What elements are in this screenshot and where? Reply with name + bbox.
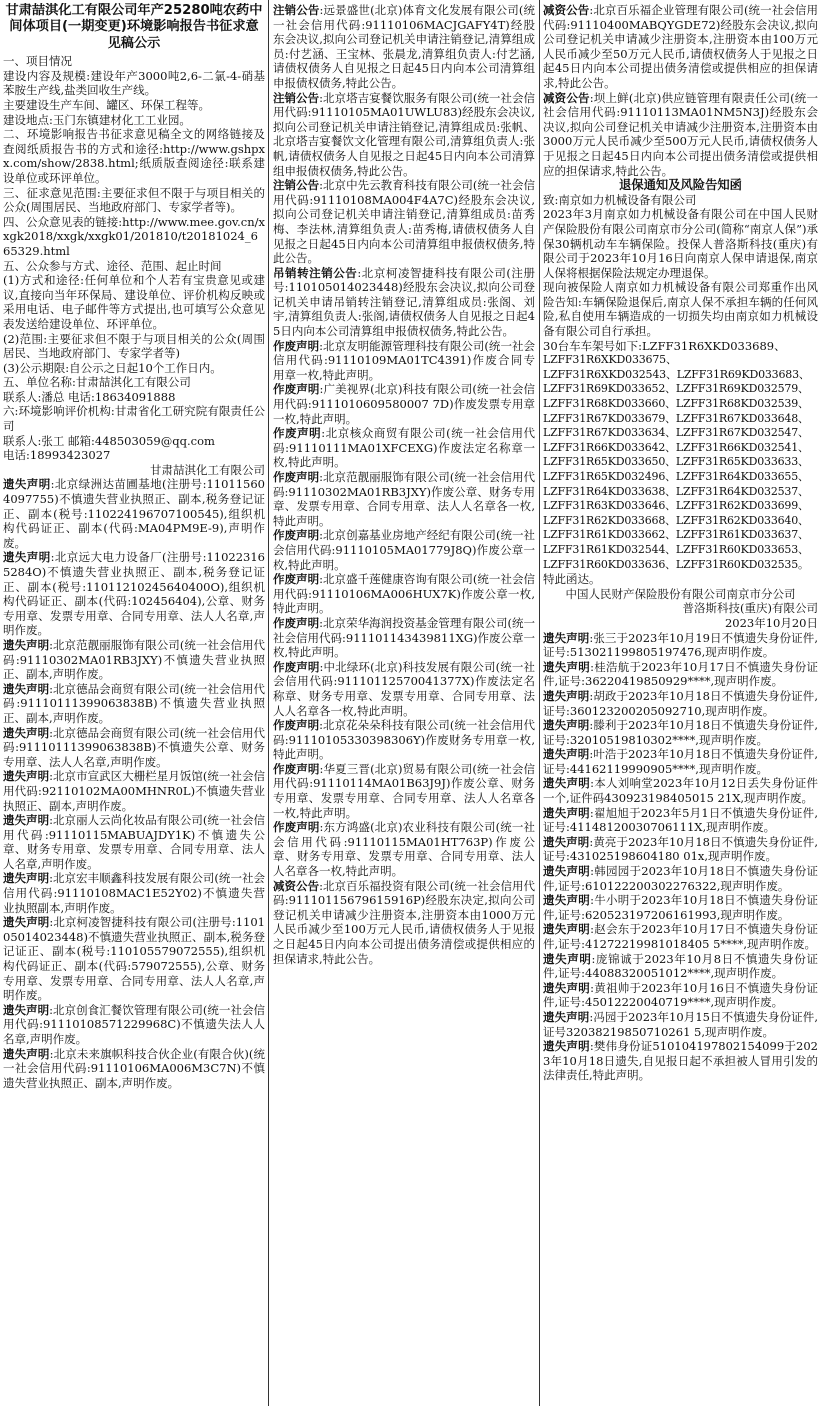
notice-item: 遗失声明:北京宏丰顺鑫科技发展有限公司(统一社会信用代码:91110108MAC1E52Y02)不慎遗失营业执照副本,声明作废。 [3,871,265,915]
notice-label: 遗失声明 [3,477,51,492]
notice-item: 遗失声明:胡政于2023年10月18日不慎遗失身份证件,证号:360123200205092710,现声明作废。 [543,688,818,718]
notice-text: 北京未来旗帜科技合伙企业(有限合伙)(统一社会信用代码:91110106MA006M3C7N)不慎遗失营业执照正、副本,声明作废。 [3,1046,265,1090]
notice-text: 庞锦诚于2023年10月8日不慎遗失身份证件,证号:44088320051012****,现声明作废。 [543,951,818,981]
notice-text: 胡政于2023年10月18日不慎遗失身份证件,证号:360123200205092710,现声明作废。 [543,688,818,718]
notice-label: 作废声明 [273,659,320,674]
signature: 中国人民财产保险股份有限公司南京市分公司 [565,586,796,601]
paragraph: 联系人:张工 邮箱:448503059@qq.com [3,433,215,448]
notice-label: 作废声明 [273,615,320,630]
paragraph: 五、公众参与方式、途径、范围、起止时间 [3,258,222,273]
vin-row: LZFF31R65KD032496、LZFF31R64KD033655、 [543,470,809,483]
paragraph: 电话:18993423027 [3,448,111,463]
notice-label: 遗失声明 [3,871,50,886]
vin-list [543,353,818,572]
paragraph: 建设内容及规模:建设年产3000吨2,6-二氯-4-硝基苯胺生产线,盐类回收生产线。 [3,68,265,98]
notice-text: 北京塔吉宴餐饮服务有限公司(统一社会信用代码:91110105MA01UWLU83)经股东会决议,拟向公司登记机关申请注销登记,清算组成员:张帆、北京塔吉宴餐饮文化管理有限公司,清算组负责人:张帆,请债权债务人自见报之日起45日内向本公司清算组申报债权债务,特此公告。 [273,90,535,178]
column-left [3,3,265,1403]
notice-label: 减资公告 [543,3,590,17]
notice-label: 遗失声明 [543,805,590,820]
notice-item: 遗失声明:北京市宣武区大栅栏星月饭馆(统一社会信用代码:92110102MA00MHNR0L)不慎遗失营业执照正、副本,声明作废。 [3,769,265,813]
notice-label: 作废声明 [273,761,320,776]
notice-item: 作废声明:北京范靓丽服饰有限公司(统一社会信用代码:91110302MA01RB3JXY)作废公章、财务专用章、发票专用章、合同专用章、法人人名章各一枚,特此声明。 [273,470,535,528]
notice-item: 遗失声明:本人刘响堂2023年10月12日丢失身份证件一个,证件码430923198405015 21X,现声明作废。 [543,776,818,806]
paragraph: (3)公示期限:自公示之日起10个工作日内。 [3,360,222,375]
notice-text: 张三于2023年10月19日不慎遗失身份证件,证号:513021199805197476,现声明作废。 [543,630,818,660]
notice-item: 遗失声明:叶浩于2023年10月18日不慎遗失身份证件,证号:44162119990905****,现声明作废。 [543,747,818,776]
notice-list [543,3,818,178]
vin-row: LZFF31R64KD033638、LZFF31R64KD032537、 [543,484,809,498]
notice-text: 中北绿环(北京)科技发展有限公司(统一社会信用代码:91110112570041377X)作废法定名称章、财务专用章、发票专用章、合同专用章、法人人名章各一枚,特此声明。 [273,659,535,718]
notice-label: 作废声明 [273,572,320,587]
notice-list [273,3,535,966]
notice-item: 减资公告:坝上鲜(北京)供应链管理有限责任公司(统一社会信用代码:91110113MA01NM5N3J)经股东会决议,拟向公司登记机关申请减少注册资本,注册资本由3000万元人民币减少至500万元人民币,请债权债务人于见报之日起45日内向本公司提出债务清偿或提供相应的担保请求,特此公告。 [543,90,818,178]
refund-heading: 退保通知及风险告知函 [619,178,742,193]
vin-row: LZFF31R62KD033668、LZFF31R62KD033640、 [543,513,809,527]
notice-label: 遗失声明 [543,776,591,791]
notice-label: 遗失声明 [3,769,50,784]
notice-item: 遗失声明:黄亮于2023年10月18日不慎遗失身份证件,证号:431025198604180 01x,现声明作废。 [543,834,818,864]
notice-label: 减资公告 [273,878,320,893]
vin-row: LZFF31R66KD033642、LZFF31R66KD032541、 [543,440,809,454]
vin-row: LZFF31R65KD033650、LZFF31R65KD033633、 [543,455,809,469]
notice-label: 遗失声明 [543,834,590,849]
vin-row: LZFF31R67KD033679、LZFF31R67KD033648、 [543,411,809,425]
notice-label: 遗失声明 [3,725,50,740]
notice-item: 遗失声明:张三于2023年10月19日不慎遗失身份证件,证号:513021199805197476,现声明作废。 [543,630,818,660]
notice-label: 遗失声明 [543,630,590,645]
notice-label: 遗失声明 [543,864,591,879]
notice-item: 遗失声明:北京德品会商贸有限公司(统一社会信用代码:91110111399063838B)不慎遗失公章、财务专用章、法人人名章,声明作废。 [3,725,265,769]
notice-text: 东方鸿盛(北京)农业科技有限公司(统一社会信用代码:91110115MA01HT763P)作废公章、财务专用章、发票专用章、合同专用章、法人人名章各一枚,特此声明。 [273,820,535,879]
notice-list [543,631,818,1083]
paragraph: (1)方式和途径:任何单位和个人若有宝贵意见或建议,直接向当年环保局、建设单位、评价机构反映或采用电话、电子邮件等方式提出,也可填写公众意见表发送给建设单位、环评单位。 [3,273,265,331]
notice-item: 注销公告:北京中先云教育科技有限公司(统一社会信用代码:91110108MA004F4A7C)经股东会决议,拟向公司登记机关申请注销登记,清算组成员:苗秀梅、李法林,清算组负责人:苗秀梅,请债权债务人自见报之日起45日内向本公司清算组申报债权债务,特此公告。 [273,178,535,266]
notice-text: 滕利于2023年10月18日不慎遗失身份证件,证号:32010519810302****,现声明作废。 [543,718,818,747]
paragraph: 五、单位名称:甘肃喆淇化工有限公司 [3,375,191,390]
notice-item: 作废声明:北京花朵朵科技有限公司(统一社会信用代码:91110105330398306Y)作废财务专用章一枚,特此声明。 [273,718,535,762]
notice-text: 黄祖帅于2023年10月16日不慎遗失身份证件,证号:45012220040719****,现声明作废。 [543,980,818,1010]
notice-item: 作废声明:广美视界(北京)科技有限公司(统一社会信用代码:9111010609580007 7D)作废发票专用章一枚,特此声明。 [273,382,535,426]
notice-text: 冯园于2023年10月15日不慎遗失身份证件,证号32038219850710261 5,现声明作废。 [543,1009,818,1039]
paragraph: (2)范围:主要征求但不限于与项目相关的公众(周围居民、当地政府部门、专家学者等) [3,331,265,361]
notice-label: 遗失声明 [543,747,590,762]
notice-label: 遗失声明 [3,550,51,565]
vin-row: LZFF31R6XKD032543、LZFF31R69KD033683、 [543,367,810,381]
vin-row: LZFF31R61KD033662、LZFF31R61KD033637、 [543,528,809,542]
notice-text: 北京百乐福企业管理有限公司(统一社会信用代码:91110400MABQYGDE72)经股东会决议,拟向公司登记机关申请减少注册资本,注册资本由100万元人民币减少至50万元人民币,请债权债务人于见报之日起45日内向本公司提出债务清偿或提供相应的担保请求,特此公告。 [543,3,818,90]
vin-row: LZFF31R67KD033634、LZFF31R67KD032547、 [543,426,809,440]
notice-item: 减资公告:北京百乐福投资有限公司(统一社会信用代码:91110115679615916P)经股东决定,拟向公司登记机关申请减少注册资本,注册资本由1000万元人民币减少至100万元人民币,请债权债务人于见报之日起45日内向本公司提出债务清偿或提供相应的担保请求,特此公告。 [273,878,535,966]
notice-text: 本人刘响堂2023年10月12日丢失身份证件一个,证件码430923198405015 21X,现声明作废。 [543,776,818,806]
notice-item: 遗失声明:樊伟身份证510104197802154099于2023年10月18日遗失,自见报日起不承担被人冒用引发的法律责任,特此声明。 [543,1039,818,1083]
notice-label: 作废声明 [273,820,320,835]
notice-text: 叶浩于2023年10月18日不慎遗失身份证件,证号:44162119990905****,现声明作废。 [543,747,818,776]
notice-item: 作废声明:北京核众商贸有限公司(统一社会信用代码:91110111MA01XFCEXG)作废法定名称章一枚,特此声明。 [273,426,535,470]
notice-text: 北京德品会商贸有限公司(统一社会信用代码:91110111399063838B)不慎遗失营业执照正、副本,声明作废。 [3,681,265,725]
notice-text: 牛小明于2023年10月18日不慎遗失身份证件,证号:620523197206161993,现声明作废。 [543,893,818,922]
notice-item: 遗失声明:韩园园于2023年10月18日不慎遗失身份证件,证号:610122200302276322,现声明作废。 [543,864,818,893]
notice-item: 作废声明:北京盛千莲健康咨询有限公司(统一社会信用代码:91110106MA006HUX7K)作废公章一枚,特此声明。 [273,572,535,616]
notice-text: 北京范靓丽服饰有限公司(统一社会信用代码:91110302MA01RB3JXY)作废公章、财务专用章、发票专用章、合同专用章、法人人名章各一枚,特此声明。 [273,470,535,528]
notice-item: 遗失声明:赵会东于2023年10月17日不慎遗失身份证件,证号:41272219981018405 5****,现声明作废。 [543,922,818,951]
notice-item: 作废声明:北京友明能源管理科技有限公司(统一社会信用代码:91110109MA01TC4391)作废合同专用章一枚,特此声明。 [273,338,535,382]
paragraph: 现向被保险人南京如力机械设备有限公司郑重作出风险告知:车辆保险退保后,南京人保不承担车辆的任何风险,私自使用车辆造成的一切损失均由南京如力机械设备有限公司自行承担。 [543,280,818,339]
notice-text: 北京宏丰顺鑫科技发展有限公司(统一社会信用代码:91110108MAC1E52Y02)不慎遗失营业执照副本,声明作废。 [3,871,265,915]
notice-label: 遗失声明 [543,922,591,937]
notice-label: 注销公告 [273,178,320,193]
notice-text: 北京花朵朵科技有限公司(统一社会信用代码:91110105330398306Y)作废财务专用章一枚,特此声明。 [273,718,535,762]
notice-item: 遗失声明:北京绿洲达苗圃基地(注册号:110115604097755)不慎遗失营业执照正、副本,税务登记证正、副本(税号:110224196707100545),组织机构代码证正、副本(代码:MA04PM9E-9),声明作废。 [3,477,265,550]
notice-text: 北京盛千莲健康咨询有限公司(统一社会信用代码:91110106MA006HUX7K)作废公章一枚,特此声明。 [273,572,535,616]
notice-label: 注销公告 [273,3,320,17]
paragraph: 四、公众意见表的链接:http://www.mee.gov.cn/xxgk2018/xxgk/xxgk01/201810/t20181024_665329.html [3,214,265,258]
notice-label: 遗失声明 [543,718,590,733]
paragraph: 一、项目情况 [3,54,72,69]
notice-text: 樊伟身份证510104197802154099于2023年10月18日遗失,自见报日起不承担被人冒用引发的法律责任,特此声明。 [543,1039,818,1083]
notice-item: 遗失声明:桂浩航于2023年10月17日不慎遗失身份证件,证号:36220419850929****,现声明作废。 [543,659,818,689]
notice-label: 遗失声明 [543,1039,590,1054]
closing: 特此函达。 [543,572,601,587]
notice-text: 赵会东于2023年10月17日不慎遗失身份证件,证号:41272219981018405 5****,现声明作废。 [543,922,818,951]
column-divider [268,0,269,1406]
notice-label: 作废声明 [273,528,320,543]
notice-text: 韩园园于2023年10月18日不慎遗失身份证件,证号:610122200302276322,现声明作废。 [543,864,818,893]
notice-item: 遗失声明:牛小明于2023年10月18日不慎遗失身份证件,证号:620523197206161993,现声明作废。 [543,893,818,922]
notice-text: 北京中先云教育科技有限公司(统一社会信用代码:91110108MA004F4A7C)经股东会决议,拟向公司登记机关申请注销登记,清算组成员:苗秀梅、李法林,清算组负责人:苗秀梅,请债权债务人自见报之日起45日内向本公司清算组申报债权债务,特此公告。 [273,178,535,266]
notice-item: 注销公告:北京塔吉宴餐饮服务有限公司(统一社会信用代码:91110105MA01UWLU83)经股东会决议,拟向公司登记机关申请注销登记,清算组成员:张帆、北京塔吉宴餐饮文化管理有限公司,清算组负责人:张帆,请债权债务人自见报之日起45日内向本公司清算组申报债权债务,特此公告。 [273,90,535,178]
notice-label: 作废声明 [273,382,320,397]
paragraph: 二、环境影响报告书征求意见稿全文的网络链接及查阅纸质报告书的方式和途径:http://www.gshpxx.com/show/2838.html;纸质版查阅途径:联系建设单位或环评单位。 [3,127,265,185]
notice-label: 吊销转注销公告 [273,265,358,280]
notice-item: 作废声明:北京创嘉基业房地产经纪有限公司(统一社会信用代码:91110105MA01779J8Q)作废公章一枚,特此声明。 [273,528,535,572]
notice-text: 北京丽人云尚化妆品有限公司(统一社会信用代码:91110115MABUAJDY1K)不慎遗失公章、财务专用章、发票专用章、合同专用章、法人人名章,声明作废。 [3,813,265,871]
notice-item: 遗失声明:北京未来旗帜科技合伙企业(有限合伙)(统一社会信用代码:91110106MA006M3C7N)不慎遗失营业执照正、副本,声明作废。 [3,1046,265,1090]
notice-item: 遗失声明:北京德品会商贸有限公司(统一社会信用代码:91110111399063838B)不慎遗失营业执照正、副本,声明作废。 [3,681,265,725]
paragraph: 联系人:潘总 电话:18634091888 [3,389,176,404]
notice-label: 作废声明 [273,718,320,733]
notice-label: 遗失声明 [543,980,591,995]
notice-text: 坝上鲜(北京)供应链管理有限责任公司(统一社会信用代码:91110113MA01NM5N3J)经股东会决议,拟向公司登记机关申请减少注册资本,注册资本由3000万元人民币减少至500万元人民币,请债权债务人于见报之日起45日内向本公司提出债务清偿或提供相应的担保请求,特此公告。 [543,90,818,178]
notice-label: 遗失声明 [3,915,50,930]
notice-label: 注销公告 [273,90,320,105]
notice-text: 广美视界(北京)科技有限公司(统一社会信用代码:9111010609580007 7D)作废发票专用章一枚,特此声明。 [273,382,535,426]
vin-row: LZFF31R60KD033636、LZFF31R60KD032535。 [543,557,809,571]
paragraph: 建设地点:玉门东镇建材化工工业园。 [3,112,191,127]
notice-item: 减资公告:北京百乐福企业管理有限公司(统一社会信用代码:91110400MABQYGDE72)经股东会决议,拟向公司登记机关申请减少注册资本,注册资本由100万元人民币减少至50万元人民币,请债权债务人于见报之日起45日内向本公司提出债务清偿或提供相应的担保请求,特此公告。 [543,3,818,90]
vin-row: LZFF31R68KD033660、LZFF31R68KD032539、 [543,397,809,411]
notice-text: 桂浩航于2023年10月17日不慎遗失身份证件,证号:36220419850929****,现声明作废。 [543,659,818,689]
notice-label: 遗失声明 [3,637,50,652]
notice-text: 北京市宣武区大栅栏星月饭馆(统一社会信用代码:92110102MA00MHNR0L)不慎遗失营业执照正、副本,声明作废。 [3,769,265,813]
notice-item: 遗失声明:滕利于2023年10月18日不慎遗失身份证件,证号:32010519810302****,现声明作废。 [543,718,818,747]
notice-label: 遗失声明 [543,893,591,908]
notice-text: 北京创嘉基业房地产经纪有限公司(统一社会信用代码:91110105MA01779J8Q)作废公章一枚,特此声明。 [273,528,535,572]
notice-item: 吊销转注销公告:北京柯凌智捷科技有限公司(注册号:110105014023448)经股东会决议,拟向公司登记机关申请吊销转注销登记,清算组成员:张阁、刘宇,清算组负责人:张阁,请债权债务人自见报之日起45日内向本公司清算组申报债权债务,特此公告。 [273,265,535,339]
notice-text: 华夏三晋(北京)贸易有限公司(统一社会信用代码:91110114MA01B63J9J)作废公章、财务专用章、发票专用章、合同专用章、法人人名章各一枚,特此声明。 [273,761,535,820]
notice-item: 作废声明:北京荣华海润投资基金管理有限公司(统一社会信用代码:911101143439811XG)作废公章一枚,特此声明。 [273,615,535,660]
notice-item: 遗失声明:庞锦诚于2023年10月8日不慎遗失身份证件,证号:44088320051012****,现声明作废。 [543,951,818,981]
paragraph: 30台车车架号如下:LZFF31R6XKD033689、 [543,338,786,353]
notice-text: 北京绿洲达苗圃基地(注册号:110115604097755)不慎遗失营业执照正、副本,税务登记证正、副本(税号:110224196707100545),组织机构代码证正、副本(代码:MA04PM9E-9),声明作废。 [3,477,265,550]
vin-row: LZFF31R69KD033652、LZFF31R69KD032579、 [543,382,809,396]
notice-label: 遗失声明 [3,1002,50,1017]
notice-label: 遗失声明 [543,688,590,703]
refund-recipient: 致:南京如力机械设备有限公司 [543,192,697,207]
notice-text: 北京友明能源管理科技有限公司(统一社会信用代码:91110109MA01TC4391)作废合同专用章一枚,特此声明。 [273,338,535,382]
notice-item: 注销公告:远景盛世(北京)体育文化发展有限公司(统一社会信用代码:91110106MACJGAFY4T)经股东会决议,拟向公司登记机关申请注销登记,清算组成员:付艺涵、王宝林、张晨龙,清算组负责人:付艺涵,请债权债务人自见报之日起45日内向本公司清算组申报债权债务,特此公告。 [273,3,535,90]
notice-item: 遗失声明:北京远大电力设备厂(注册号:110223165284O)不慎遗失营业执照正、副本,税务登记证正、副本(税号:11011210245640400O),组织机构代码证正、副本(代码:102456404),公章、财务专用章、发票专用章、合同专用章、法人人名章,声明作废。 [3,550,265,638]
notice-item: 作废声明:东方鸿盛(北京)农业科技有限公司(统一社会信用代码:91110115MA01HT763P)作废公章、财务专用章、发票专用章、合同专用章、法人人名章各一枚,特此声明。 [273,820,535,879]
vin-row: LZFF31R6XKD033675、 [543,353,677,367]
notice-text: 翟旭旭于2023年5月1日不慎遗失身份证件,证号:41148120030706111X,现声明作废。 [543,805,818,835]
notice-item: 遗失声明:冯园于2023年10月15日不慎遗失身份证件,证号32038219850710261 5,现声明作废。 [543,1009,818,1039]
notice-item: 作废声明:中北绿环(北京)科技发展有限公司(统一社会信用代码:91110112570041377X)作废法定名称章、财务专用章、发票专用章、合同专用章、法人人名章各一枚,特此声明。 [273,659,535,718]
notice-text: 北京范靓丽服饰有限公司(统一社会信用代码:91110302MA01RB3JXY)不慎遗失营业执照正、副本,声明作废。 [3,637,265,682]
notice-item: 作废声明:华夏三晋(北京)贸易有限公司(统一社会信用代码:91110114MA01B63J9J)作废公章、财务专用章、发票专用章、合同专用章、法人人名章各一枚,特此声明。 [273,761,535,820]
notice-text: 北京创食汇餐饮管理有限公司(统一社会信用代码:91110108571229968C)不慎遗失法人人名章,声明作废。 [3,1002,265,1046]
paragraph: 三、征求意见范围:主要征求但不限于与项目相关的公众(周围居民、当地政府部门、专家学者等)。 [3,185,265,215]
notice-label: 作废声明 [273,470,320,484]
vin-row: LZFF31R63KD033646、LZFF31R62KD033699、 [543,499,809,513]
notice-text: 北京百乐福投资有限公司(统一社会信用代码:91110115679615916P)经股东决定,拟向公司登记机关申请减少注册资本,注册资本由1000万元人民币减少至100万元人民币,请债权债务人于见报之日起45日内向本公司提出债务清偿或提供相应的担保请求,特此公告。 [273,878,535,966]
notice-title: 甘肃喆淇化工有限公司年产25280吨农药中间体项目(一期变更)环境影响报告书征求意见稿公示 [5,3,263,51]
notice-text: 北京远大电力设备厂(注册号:110223165284O)不慎遗失营业执照正、副本,税务登记证正、副本(税号:11011210245640400O),组织机构代码证正、副本(代码:102456404),公章、财务专用章、发票专用章、合同专用章、法人人名章,声明作废。 [3,550,265,638]
notice-item: 遗失声明:北京丽人云尚化妆品有限公司(统一社会信用代码:91110115MABUAJDY1K)不慎遗失公章、财务专用章、发票专用章、合同专用章、法人人名章,声明作废。 [3,813,265,871]
signature: 普洛斯科技(重庆)有限公司 [682,601,818,616]
refund-notice [543,178,818,630]
notice-label: 减资公告 [543,90,590,105]
notice-item: 遗失声明:翟旭旭于2023年5月1日不慎遗失身份证件,证号:41148120030706111X,现声明作废。 [543,805,818,835]
notice-text: 北京核众商贸有限公司(统一社会信用代码:91110111MA01XFCEXG)作废法定名称章一枚,特此声明。 [273,426,535,470]
notice-label: 遗失声明 [3,681,50,696]
notice-item: 遗失声明:北京范靓丽服饰有限公司(统一社会信用代码:91110302MA01RB3JXY)不慎遗失营业执照正、副本,声明作废。 [3,637,265,682]
paragraph: 六:环境影响评价机构:甘肃省化工研究院有限责任公司 [3,404,265,434]
vin-row: LZFF31R61KD032544、LZFF31R60KD033653、 [543,542,809,556]
notice-label: 遗失声明 [543,951,592,966]
notice-list [3,477,265,1090]
environment-notice-body [3,54,265,477]
column-divider [539,0,540,1406]
notice-text: 北京柯凌智捷科技有限公司(注册号:110105014023448)不慎遗失营业执照正、副本,税务登记证正、副本(税号:110105579072555),组织机构代码证正、副本(代码:579072555),公章、财务专用章、发票专用章、合同专用章、法人人名章,声明作废。 [3,915,265,1003]
column-right [543,3,818,1403]
notice-label: 遗失声明 [3,1046,50,1061]
paragraph: 2023年3月南京如力机械设备有限公司在中国人民财产保险股份有限公司南京市分公司(简称“南京人保”)承保30辆机动车车辆保险。投保人普洛斯科技(重庆)有限公司于2023年10月16日向南京人保申请退保,南京人保将根据保险法规定办理退保。 [543,207,818,280]
notice-label: 遗失声明 [543,1009,590,1024]
notice-text: 北京荣华海润投资基金管理有限公司(统一社会信用代码:911101143439811XG)作废公章一枚,特此声明。 [273,615,535,660]
date: 2023年10月20日 [724,615,818,630]
notice-text: 黄亮于2023年10月18日不慎遗失身份证件,证号:431025198604180 01x,现声明作废。 [543,834,818,864]
notice-text: 北京柯凌智捷科技有限公司(注册号:110105014023448)经股东会决议,拟向公司登记机关申请吊销转注销登记,清算组成员:张阁、刘宇,清算组负责人:张阁,请债权债务人自见报之日起45日内向本公司清算组申报债权债务,特此公告。 [273,265,535,339]
notice-label: 遗失声明 [543,659,591,674]
notice-text: 远景盛世(北京)体育文化发展有限公司(统一社会信用代码:91110106MACJGAFY4T)经股东会决议,拟向公司登记机关申请注销登记,清算组成员:付艺涵、王宝林、张晨龙,清算组负责人:付艺涵,请债权债务人自见报之日起45日内向本公司清算组申报债权债务,特此公告。 [273,3,535,90]
notice-label: 遗失声明 [3,813,50,828]
notice-text: 北京德品会商贸有限公司(统一社会信用代码:91110111399063838B)不慎遗失公章、财务专用章、法人人名章,声明作废。 [3,725,265,769]
notice-label: 作废声明 [273,338,320,353]
paragraph: 主要建设生产车间、罐区、环保工程等。 [3,98,210,112]
notice-item: 遗失声明:黄祖帅于2023年10月16日不慎遗失身份证件,证号:45012220040719****,现声明作废。 [543,980,818,1010]
notice-item: 遗失声明:北京创食汇餐饮管理有限公司(统一社会信用代码:91110108571229968C)不慎遗失法人人名章,声明作废。 [3,1002,265,1046]
signature: 甘肃喆淇化工有限公司 [150,462,265,477]
notice-item: 遗失声明:北京柯凌智捷科技有限公司(注册号:110105014023448)不慎遗失营业执照正、副本,税务登记证正、副本(税号:110105579072555),组织机构代码证正、副本(代码:579072555),公章、财务专用章、发票专用章、合同专用章、法人人名章,声明作废。 [3,915,265,1003]
column-middle [273,3,535,1403]
notice-label: 作废声明 [273,426,322,441]
